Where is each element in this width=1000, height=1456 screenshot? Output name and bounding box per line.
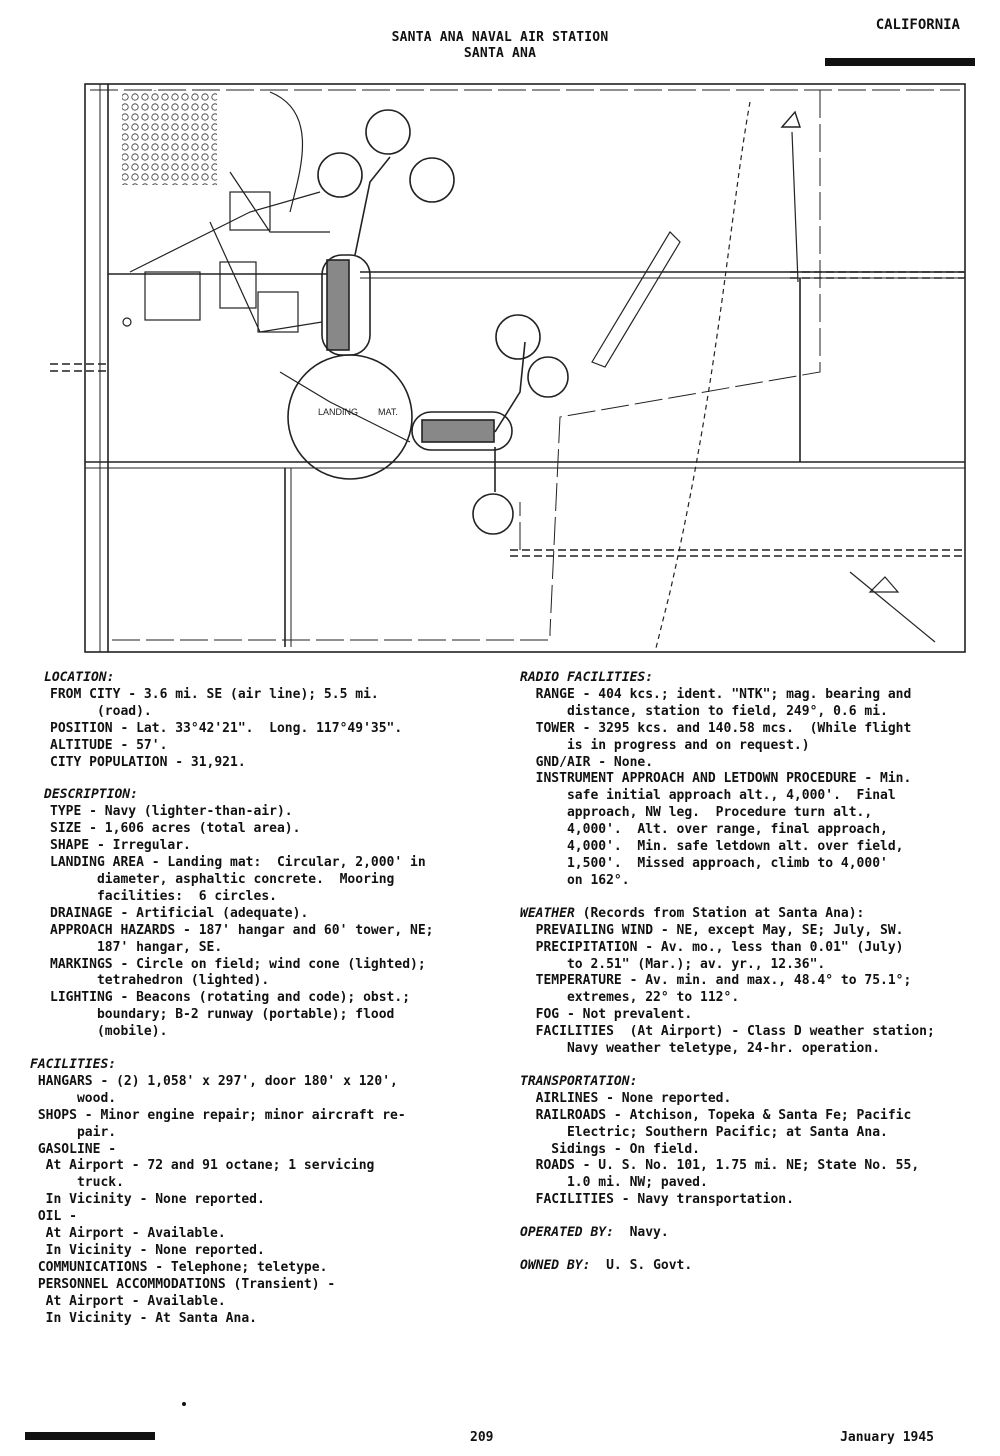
page-number: 209 (470, 1430, 494, 1445)
mooring-circle-6 (473, 494, 513, 534)
wind-direction-line (850, 572, 935, 642)
mooring-circle-3 (410, 158, 454, 202)
north-east-marker (782, 112, 800, 127)
transportation-line: RAILROADS - Atchison, Topeka & Santa Fe; Pacific (520, 1107, 912, 1123)
facilities-line: HANGARS - (2) 1,058' x 297', door 180' x 120', (30, 1073, 398, 1089)
facilities-line: OIL - (30, 1209, 77, 1225)
radio-line: is in progress and on request.) (520, 737, 810, 753)
fence-line-south (112, 632, 550, 640)
taxiway-east (495, 342, 525, 432)
radio-line: on 162°. (520, 872, 630, 888)
facilities-line: At Airport - Available. (30, 1293, 226, 1309)
weather-line: to 2.51" (Mar.); av. yr., 12.36". (520, 956, 826, 972)
stray-dot (182, 1402, 186, 1406)
radio-line: approach, NW leg. Procedure turn alt., (520, 805, 873, 821)
map-label-mat: MAT. (378, 407, 398, 417)
facilities-line: GASOLINE - (30, 1141, 117, 1157)
location-line: (road). (50, 703, 152, 719)
owned-value: U. S. Govt. (590, 1258, 693, 1274)
location-line: FROM CITY - 3.6 mi. SE (air line); 5.5 mi. (50, 686, 379, 702)
radio-section (520, 670, 960, 890)
radio-line: 4,000'. Alt. over range, final approach, (520, 822, 888, 838)
facilities-line: pair. (30, 1124, 117, 1140)
weather-heading: WEATHER (520, 905, 575, 921)
mooring-circle-2 (318, 153, 362, 197)
building-block-1 (230, 192, 270, 230)
runway-ne (592, 232, 680, 367)
transportation-line: AIRLINES - None reported. (520, 1090, 732, 1106)
description-line: MARKINGS - Circle on field; wind cone (lighted); (50, 956, 426, 972)
facilities-line: In Vicinity - None reported. (30, 1243, 265, 1258)
facilities-line: COMMUNICATIONS - Telephone; teletype. (30, 1259, 328, 1275)
radio-line: TOWER - 3295 kcs. and 140.58 mcs. (While flight (520, 720, 912, 736)
base-road-2 (210, 222, 322, 332)
radio-line: RANGE - 404 kcs.; ident. "NTK"; mag. bearing and (520, 686, 912, 702)
transportation-line: Sidings - On field. (520, 1141, 701, 1157)
facilities-line: At Airport - 72 and 91 octane; 1 servicing (30, 1158, 375, 1174)
base-road-3 (230, 172, 330, 232)
page-subtitle: SANTA ANA (463, 46, 537, 61)
radio-line: INSTRUMENT APPROACH AND LETDOWN PROCEDURE - Min. (520, 771, 912, 787)
mooring-circle-5 (528, 357, 568, 397)
description-line: SHAPE - Irregular. (50, 838, 191, 854)
description-heading: DESCRIPTION: (44, 787, 138, 803)
service-road-east (792, 132, 798, 282)
wind-cone-marker (123, 318, 131, 326)
facilities-section (30, 1057, 484, 1328)
redaction-mark-bottom (25, 1432, 155, 1440)
weather-line: Navy weather teletype, 24-hr. operation. (520, 1041, 881, 1057)
description-line: LANDING AREA - Landing mat: Circular, 2,000' in (50, 855, 426, 871)
state-label: CALIFORNIA (875, 17, 960, 33)
redaction-mark-top (825, 58, 975, 66)
location-heading: LOCATION: (44, 670, 115, 685)
hangar-southeast (422, 420, 494, 442)
description-line: SIZE - 1,606 acres (total area). (50, 821, 301, 837)
weather-section (520, 906, 960, 1058)
weather-line: TEMPERATURE - Av. min. and max., 48.4° to 75.1°; (520, 973, 912, 989)
facilities-heading: FACILITIES: (30, 1057, 117, 1073)
transportation-line: FACILITIES - Navy transportation. (520, 1192, 794, 1208)
facilities-line: PERSONNEL ACCOMMODATIONS (Transient) - (30, 1276, 336, 1292)
north-arrow (870, 577, 898, 592)
transportation-line: Electric; Southern Pacific; at Santa Ana. (520, 1124, 888, 1140)
transportation-line: 1.0 mi. NW; paved. (520, 1175, 708, 1191)
facilities-line: truck. (30, 1175, 124, 1191)
description-line: TYPE - Navy (lighter-than-air). (50, 804, 293, 820)
tree-area (122, 90, 217, 185)
facilities-line: wood. (30, 1090, 117, 1106)
owned-section (520, 1258, 960, 1275)
facilities-line: At Airport - Available. (30, 1226, 226, 1242)
transportation-heading: TRANSPORTATION: (520, 1073, 638, 1089)
transportation-section (520, 1074, 960, 1209)
operated-heading: OPERATED BY: (520, 1225, 614, 1241)
radio-line: GND/AIR - None. (520, 754, 654, 770)
building-block-4 (145, 272, 200, 320)
weather-line: FACILITIES (At Airport) - Class D weather station; (520, 1024, 935, 1040)
hangar-north (327, 260, 349, 350)
transportation-line: ROADS - U. S. No. 101, 1.75 mi. NE; State No. 55, (520, 1158, 920, 1174)
description-section (44, 787, 484, 1041)
page-title: SANTA ANA NAVAL AIR STATION (391, 30, 609, 45)
radio-line: distance, station to field, 249°, 0.6 mi. (520, 703, 888, 719)
landing-mat-circle (288, 355, 412, 479)
map-label-landing: LANDING (318, 407, 359, 417)
location-line: ALTITUDE - 57'. (50, 737, 168, 753)
description-line: facilities: 6 circles. (50, 888, 277, 904)
facilities-line: In Vicinity - None reported. (30, 1192, 265, 1208)
railroad-line (655, 102, 750, 652)
radio-line: 4,000'. Min. safe letdown alt. over field, (520, 839, 904, 855)
description-line: tetrahedron (lighted). (50, 973, 270, 989)
building-block-2 (258, 292, 298, 332)
weather-line: PRECIPITATION - Av. mo., less than 0.01" (July) (520, 939, 904, 955)
airfield-map (30, 72, 975, 657)
weather-line: PREVAILING WIND - NE, except May, SE; July, SW. (520, 922, 904, 938)
mooring-circle-1 (366, 110, 410, 154)
weather-line: extremes, 22° to 112°. (520, 990, 740, 1006)
description-line: LIGHTING - Beacons (rotating and code); obst.; (50, 990, 411, 1006)
operated-section (520, 1225, 960, 1242)
weather-heading-note: (Records from Station at Santa Ana): (574, 905, 865, 921)
facilities-line: SHOPS - Minor engine repair; minor aircraft re- (30, 1107, 406, 1123)
base-road-4 (270, 92, 303, 212)
taxiway-north (355, 157, 390, 255)
facilities-line: In Vicinity - At Santa Ana. (30, 1310, 257, 1326)
operated-value: Navy. (613, 1225, 669, 1241)
owned-heading: OWNED BY: (520, 1258, 591, 1274)
radio-heading: RADIO FACILITIES: (520, 670, 654, 685)
weather-line: FOG - Not prevalent. (520, 1007, 693, 1023)
description-line: (mobile). (50, 1024, 168, 1040)
right-column (520, 670, 960, 1275)
description-line: boundary; B-2 runway (portable); flood (50, 1007, 395, 1023)
mooring-circle-4 (496, 315, 540, 359)
publication-date: January 1945 (840, 1430, 934, 1445)
left-column (30, 670, 484, 1328)
description-line: 187' hangar, SE. (50, 939, 223, 955)
radio-line: 1,500'. Missed approach, climb to 4,000' (520, 855, 888, 871)
description-line: diameter, asphaltic concrete. Mooring (50, 871, 395, 887)
description-line: APPROACH HAZARDS - 187' hangar and 60' tower, NE; (50, 922, 434, 938)
radio-line: safe initial approach alt., 4,000'. Final (520, 788, 896, 804)
location-line: CITY POPULATION - 31,921. (50, 754, 246, 770)
location-section (44, 670, 484, 771)
description-line: DRAINAGE - Artificial (adequate). (50, 905, 309, 921)
location-line: POSITION - Lat. 33°42'21". Long. 117°49'35". (50, 720, 403, 736)
